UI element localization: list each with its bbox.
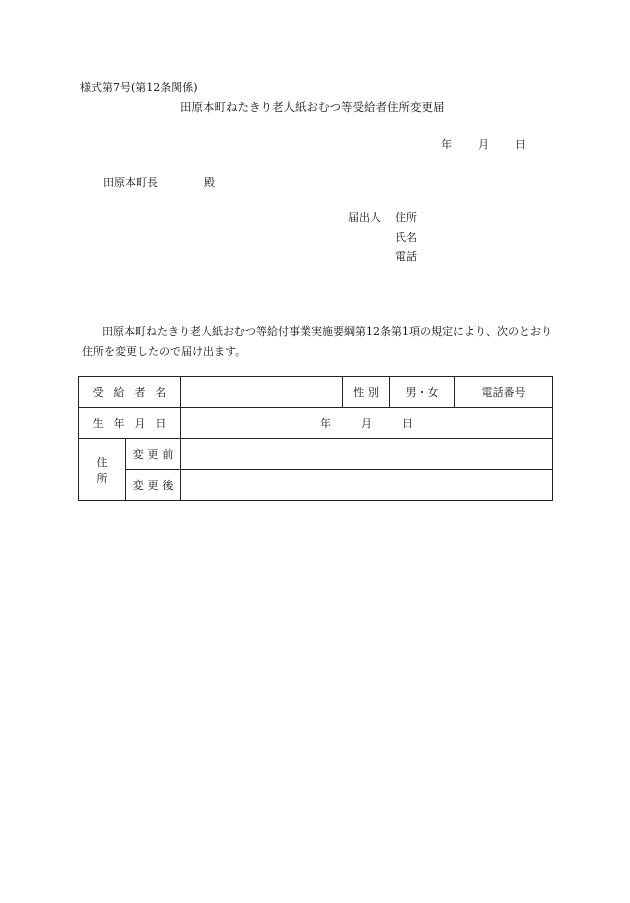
change-form-table (78, 376, 553, 501)
table-row (79, 470, 553, 501)
recipient-name-field[interactable] (181, 377, 343, 408)
date-year-label: 年 (441, 138, 452, 151)
sex-label: 性別 (343, 377, 390, 408)
document-title: 田原本町ねたきり老人紙おむつ等受給者住所変更届 (180, 100, 445, 114)
birth-month-label: 月 (361, 417, 372, 430)
applicant-label: 届出人 (348, 211, 381, 224)
addressee (103, 177, 215, 188)
applicant-phone-label: 電話 (395, 250, 417, 263)
applicant-name-label: 氏名 (395, 231, 417, 244)
table-row (79, 377, 553, 408)
sex-options[interactable]: 男・女 (390, 377, 455, 408)
form-number-label: 様式第7号(第12条関係) (80, 81, 198, 94)
date-month-label: 月 (478, 138, 489, 151)
applicant-address-label: 住所 (395, 211, 417, 224)
birthdate-label: 生年月日 (79, 408, 181, 439)
address-before-field[interactable] (181, 439, 553, 470)
addressee-honorific: 殿 (204, 176, 215, 189)
table-row (79, 439, 553, 470)
birthdate-field[interactable] (181, 408, 553, 439)
phone-number-label: 電話番号 (455, 377, 553, 408)
birth-year-label: 年 (320, 417, 331, 430)
submission-date (441, 139, 526, 150)
table-row (79, 408, 553, 439)
after-change-label: 変更後 (126, 470, 181, 501)
birth-day-label: 日 (402, 417, 413, 430)
before-change-label: 変更前 (126, 439, 181, 470)
date-day-label: 日 (515, 138, 526, 151)
recipient-name-label: 受給者名 (79, 377, 181, 408)
address-after-field[interactable] (181, 470, 553, 501)
body-paragraph: 田原本町ねたきり老人紙おむつ等給付事業実施要綱第12条第1項の規定により、次のとおり住所を変更したので届け出ます。 (82, 325, 552, 358)
address-label: 住所 (79, 439, 126, 501)
addressee-name: 田原本町長 (103, 176, 158, 189)
